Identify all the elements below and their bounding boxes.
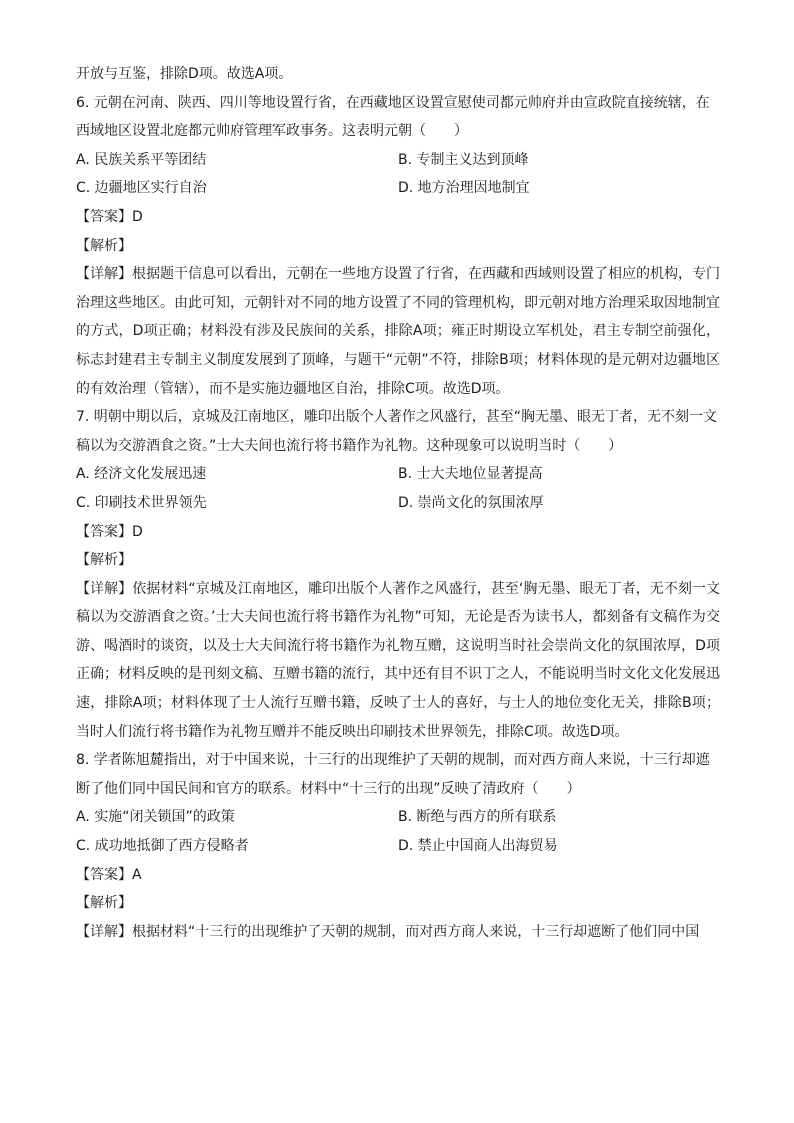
answer-value: D — [132, 523, 143, 540]
detail-text: 根据材料“十三行的出现维护了天朝的规制，而对西方商人来说，十三行却遮断了他们同中国 — [132, 923, 700, 940]
question-6-option-d: D. 地方治理因地制宜 — [398, 180, 530, 197]
document-body — [76, 60, 720, 946]
answer-label: 【答案】 — [76, 523, 132, 540]
question-7-option-d: D. 崇尚文化的氛围浓厚 — [398, 494, 544, 511]
question-7-stem: 7. 明朝中期以后，京城及江南地区，雕印出版个人著作之风盛行，甚至“胸无墨、眼无丁者，无不刻一文稿以为交游酒食之资。”士大夫间也流行将书籍作为礼物。这种现象可以说明当时（ ） — [76, 409, 718, 454]
question-8-detail — [76, 918, 720, 947]
question-8-option-a: A. 实施“闭关锁国”的政策 — [76, 809, 235, 826]
question-7-option-b: B. 士大夫地位显著提高 — [398, 466, 543, 483]
question-6-stem: 6. 元朝在河南、陕西、四川等地设置行省，在西藏地区设置宣慰使司都元帅府并由宣政院直接统辖，在西域地区设置北庭都元帅府管理军政事务。这表明元朝（ ） — [76, 94, 710, 140]
question-7-option-c: C. 印刷技术世界领先 — [76, 494, 207, 511]
question-6-detail — [76, 260, 720, 403]
previous-answer-tail: 开放与互鉴，排除D项。故选A项。 — [76, 66, 293, 82]
question-7-detail — [76, 575, 720, 747]
question-6-option-b: B. 专制主义达到顶峰 — [398, 151, 529, 168]
detail-label: 【详解】 — [76, 266, 132, 283]
question-7-option-a: A. 经济文化发展迅速 — [76, 466, 207, 483]
answer-value: A — [132, 866, 142, 883]
question-7-analysis-label: 【解析】 — [76, 552, 132, 569]
answer-value: D — [132, 208, 143, 225]
question-8-answer — [76, 861, 720, 890]
question-8-option-b: B. 断绝与西方的所有联系 — [398, 809, 557, 826]
question-7-options — [76, 460, 720, 517]
question-6-options — [76, 146, 720, 203]
question-6-option-c: C. 边疆地区实行自治 — [76, 180, 207, 197]
answer-label: 【答案】 — [76, 208, 132, 225]
question-6-option-a: A. 民族关系平等团结 — [76, 151, 207, 168]
detail-text: 依据材料“京城及江南地区，雕印出版个人著作之风盛行，甚至‘胸无墨、眼无丁者，无不刻一文稿以为交游酒食之资。’士大夫间也流行将书籍作为礼物”可知，无论是否为读书人，都刻备有文稿作为交游、喝酒时的谈资，以及士大夫间流行将书籍作为礼物互赠，这说明当时社会崇尚文化的氛围浓厚，D项正确；材料反映的是刊刻文稿、互赠书籍的流行，其中还有目不识丁之人，不能说明当时文化文化发展迅速，排除A项；材料体现了士人流行互赠书籍，反映了士人的喜好，与士人的地位变化无关，排除B项；当时人们流行将书籍作为礼物互赠并不能反映出印刷技术世界领先，排除C项。故选D项。 — [76, 580, 721, 740]
question-8-analysis-label: 【解析】 — [76, 895, 132, 912]
question-8-options — [76, 803, 720, 860]
answer-label: 【答案】 — [76, 866, 132, 883]
question-7-answer — [76, 518, 720, 547]
question-6-analysis-label: 【解析】 — [76, 237, 132, 254]
question-8-option-c: C. 成功地抵御了西方侵略者 — [76, 838, 249, 855]
detail-label: 【详解】 — [76, 923, 132, 940]
question-8-stem: 8. 学者陈旭麓指出，对于中国来说，十三行的出现维护了天朝的规制，而对西方商人来说，十三行却遮断了他们同中国民间和官方的联系。材料中“十三行的出现”反映了清政府（ ） — [76, 752, 710, 797]
detail-label: 【详解】 — [76, 580, 133, 597]
question-8-option-d: D. 禁止中国商人出海贸易 — [398, 838, 558, 855]
question-6-answer — [76, 203, 720, 232]
detail-text: 根据题干信息可以看出，元朝在一些地方设置了行省，在西藏和西域则设置了相应的机构，专门治理这些地区。由此可知，元朝针对不同的地方设置了不同的管理机构，即元朝对地方治理采取因地制宜的方式，D项正确；材料没有涉及民族间的关系，排除A项；雍正时期设立军机处，君主专制空前强化，标志封建君主专制主义制度发展到了顶峰，与题干“元朝”不符，排除B项；材料体现的是元朝对边疆地区的有效治理（管辖），而不是实施边疆地区自治，排除C项。故选D项。 — [76, 266, 720, 397]
